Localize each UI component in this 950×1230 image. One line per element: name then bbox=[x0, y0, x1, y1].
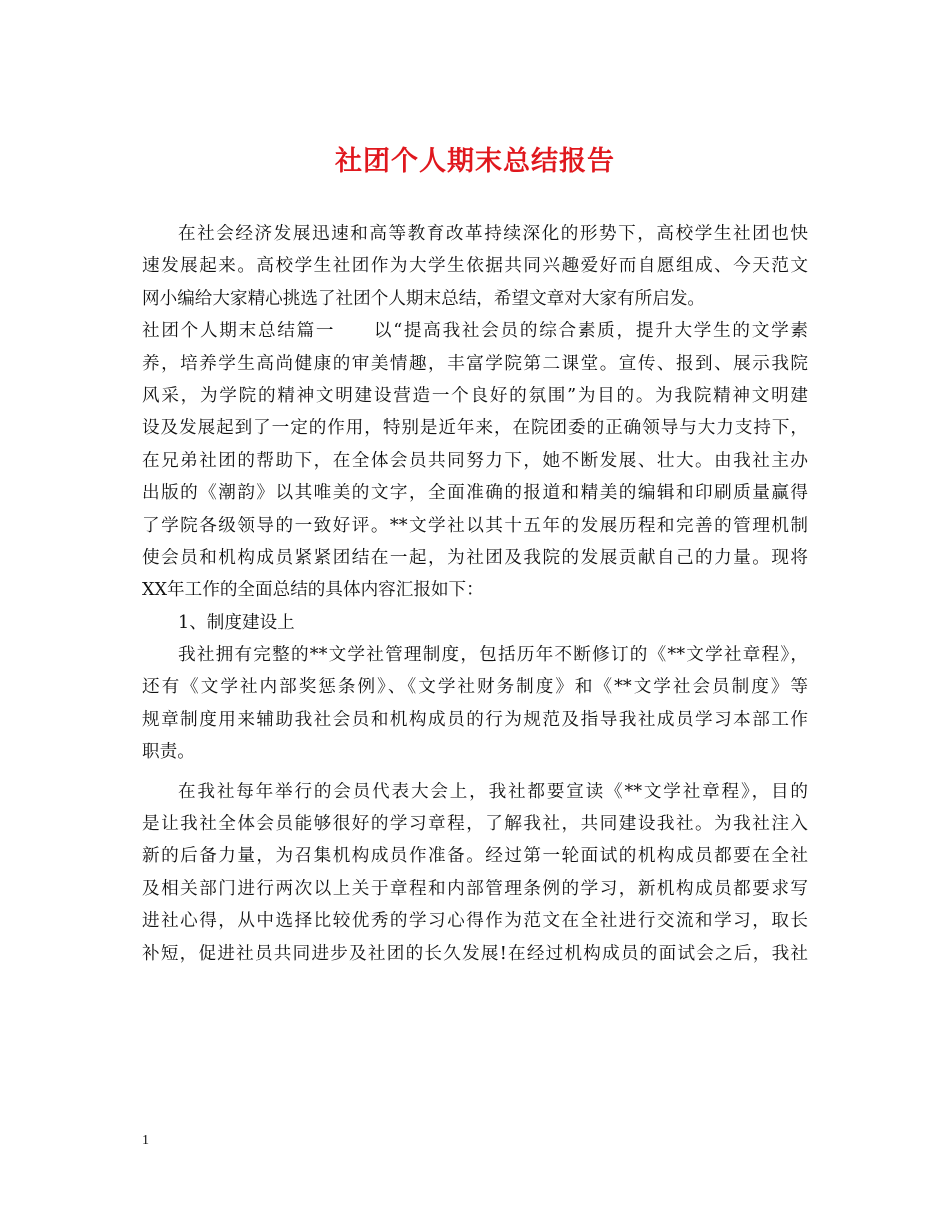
text-line: 在社会经济发展迅速和高等教育改革持续深化的形势下，高校学生社团也快 bbox=[178, 224, 808, 244]
page-number: 1 bbox=[142, 1133, 149, 1148]
text-line: 设及发展起到了一定的作用，特别是近年来，在院团委的正确领导与大力支持下， bbox=[142, 418, 808, 439]
text-line: 社团个人期末总结篇一 以“提高我社会员的综合素质，提升大学生的文学素 bbox=[142, 321, 808, 342]
text-line: 在我社每年举行的会员代表大会上，我社都要宣读《**文学社章程》，目的 bbox=[178, 781, 808, 802]
text-line: 养，培养学生高尚健康的审美情趣，丰富学院第二课堂。宣传、报到、展示我院 bbox=[142, 353, 808, 374]
text-line: 新的后备力量，为召集机构成员作准备。经过第一轮面试的机构成员都要在全社 bbox=[142, 846, 808, 867]
text-line: 了学院各级领导的一致好评。**文学社以其十五年的发展历程和完善的管理机制 bbox=[142, 515, 808, 536]
section-heading: 1、制度建设上 bbox=[178, 612, 295, 633]
text-line: 及相关部门进行两次以上关于章程和内部管理条例的学习，新机构成员都要求写 bbox=[142, 878, 808, 899]
text-line: 出版的《潮韵》以其唯美的文字，全面准确的报道和精美的编辑和印刷质量赢得 bbox=[142, 483, 808, 504]
text-line: 速发展起来。高校学生社团作为大学生依据共同兴趣爱好而自愿组成、今天范文 bbox=[142, 256, 808, 277]
text-line: 在兄弟社团的帮助下，在全体会员共同努力下，她不断发展、壮大。由我社主办 bbox=[142, 450, 808, 471]
text-line: 使会员和机构成员紧紧团结在一起，为社团及我院的发展贡献自己的力量。现将 bbox=[142, 547, 808, 568]
text-line: 进社心得，从中选择比较优秀的学习心得作为范文在全社进行交流和学习，取长 bbox=[142, 911, 808, 932]
document-body bbox=[142, 218, 808, 970]
text-line: 规章制度用来辅助我社会员和机构成员的行为规范及指导我社成员学习本部工作 bbox=[142, 709, 808, 730]
text-line: 风采，为学院的精神文明建设营造一个良好的氛围”为目的。为我院精神文明建 bbox=[142, 385, 808, 406]
document-title: 社团个人期末总结报告 bbox=[335, 146, 615, 177]
text-line: 职责。 bbox=[142, 742, 195, 763]
text-line: 是让我社全体会员能够很好的学习章程，了解我社，共同建设我社。为我社注入 bbox=[142, 814, 808, 835]
text-line: XX年工作的全面总结的具体内容汇报如下： bbox=[142, 580, 484, 601]
text-line: 我社拥有完整的**文学社管理制度，包括历年不断修订的《**文学社章程》， bbox=[178, 645, 808, 666]
text-line: 补短，促进社员共同进步及社团的长久发展!在经过机构成员的面试会之后，我社 bbox=[142, 943, 808, 964]
text-line: 还有《文学社内部奖惩条例》、《文学社财务制度》和《**文学社会员制度》等 bbox=[142, 677, 808, 698]
text-line: 网小编给大家精心挑选了社团个人期末总结，希望文章对大家有所启发。 bbox=[142, 288, 706, 309]
paragraph-gap bbox=[142, 769, 808, 776]
